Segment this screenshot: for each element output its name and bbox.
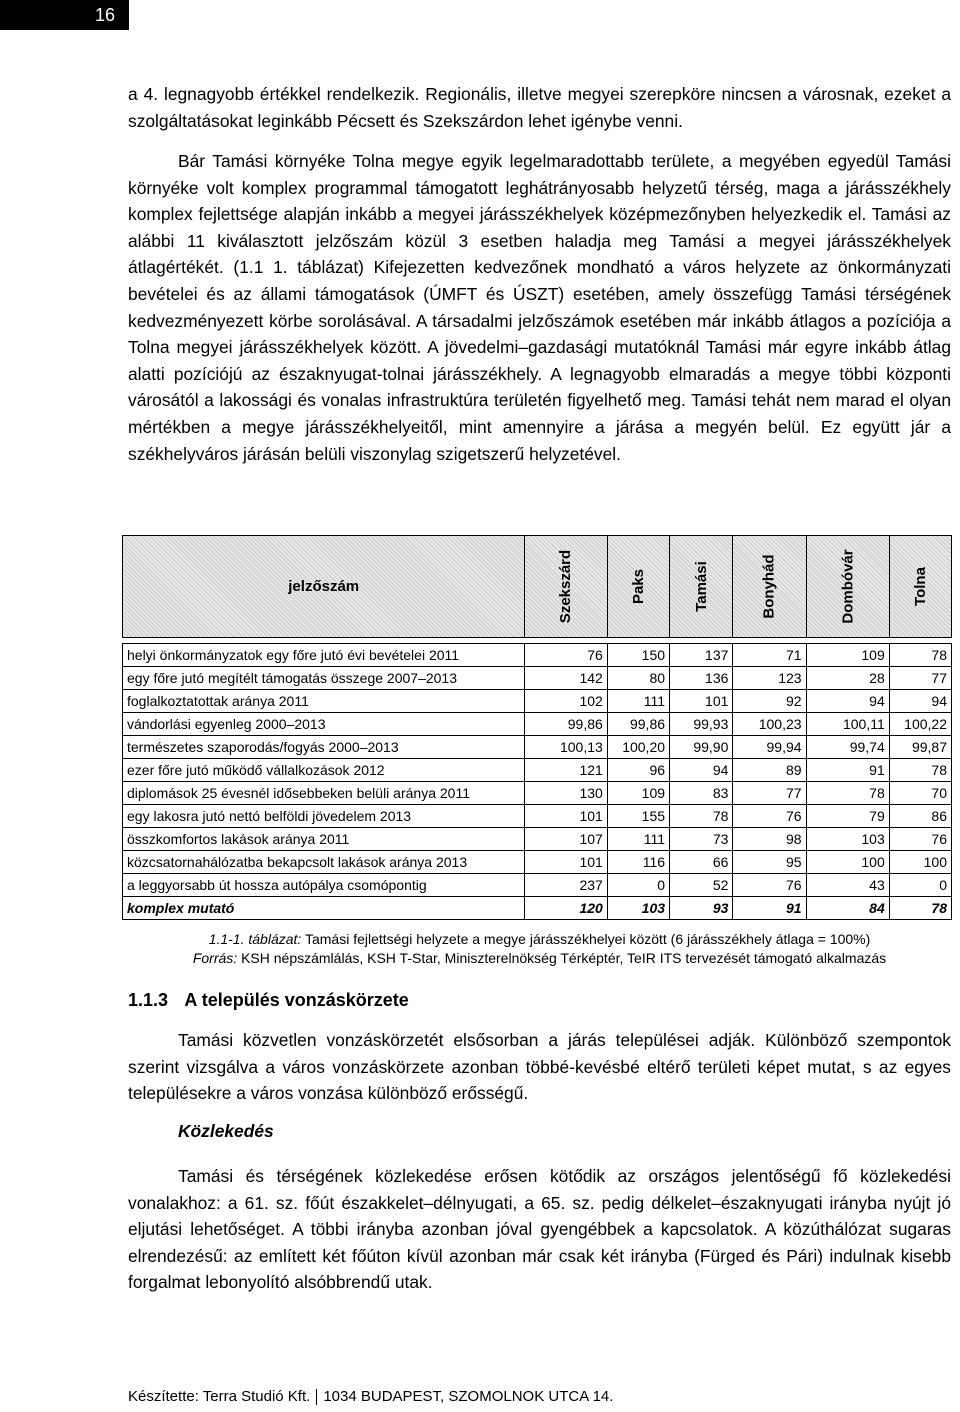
cell-value: 99,86 (607, 713, 669, 736)
table-header-indicator: jelzőszám (123, 536, 525, 638)
cell-value: 76 (733, 874, 806, 897)
row-label: egy főre jutó megítélt támogatás összege 2007–2013 (123, 667, 525, 690)
row-label: a leggyorsabb út hossza autópálya csomópontig (123, 874, 525, 897)
table-number: 1.1-1. táblázat: (208, 931, 302, 947)
cell-value: 78 (889, 897, 951, 920)
cell-value: 155 (607, 805, 669, 828)
column-label: Tolna (911, 567, 929, 606)
table-row (123, 667, 952, 690)
cell-value: 96 (607, 759, 669, 782)
column-label: Szekszárd (557, 549, 575, 624)
cell-value: 99,74 (806, 736, 889, 759)
cell-value: 78 (670, 805, 733, 828)
cell-value: 120 (525, 897, 607, 920)
cell-value: 99,86 (525, 713, 607, 736)
cell-value: 102 (525, 690, 607, 713)
table-header-paks (607, 536, 669, 638)
cell-value: 142 (525, 667, 607, 690)
cell-value: 28 (806, 667, 889, 690)
paragraph-text: Tamási és térségének közlekedése erősen kötődik az országos jelentőségű fő közlekedési vonalakhoz: a 61. sz. főút északkelet–délnyugati, a 65. sz. pedig délkelet–északnyugati irányba nyújt jó eljutási lehetőséget. A többi irányba azonban jóval gyengébbek a kapcsolatok. A közúthálózat sugaras elrendezésű: az említett két főúton kívül azonban már csak két irányba (Fürged és Pári) indulnak kisebb forgalmat lebonyolító alsóbbrendű utak. (128, 1166, 951, 1293)
cell-value: 100 (889, 851, 951, 874)
cell-value: 94 (670, 759, 733, 782)
cell-value: 116 (607, 851, 669, 874)
table-row (123, 782, 952, 805)
cell-value: 103 (607, 897, 669, 920)
table-row (123, 851, 952, 874)
cell-value: 123 (733, 667, 806, 690)
cell-value: 100,11 (806, 713, 889, 736)
cell-value: 130 (525, 782, 607, 805)
indicator-table (122, 535, 952, 920)
cell-value: 109 (607, 782, 669, 805)
cell-value: 0 (607, 874, 669, 897)
cell-value: 111 (607, 690, 669, 713)
cell-value: 237 (525, 874, 607, 897)
cell-value: 109 (806, 644, 889, 667)
paragraph-catchment (128, 1027, 951, 1107)
cell-value: 99,90 (670, 736, 733, 759)
table-row (123, 805, 952, 828)
cell-value: 76 (525, 644, 607, 667)
cell-value: 83 (670, 782, 733, 805)
page-number: 16 (0, 0, 129, 30)
cell-value: 71 (733, 644, 806, 667)
cell-value: 94 (889, 690, 951, 713)
cell-value: 91 (733, 897, 806, 920)
cell-value: 52 (670, 874, 733, 897)
section-heading (128, 990, 409, 1011)
table-row (123, 874, 952, 897)
row-label: ezer főre jutó működő vállalkozások 2012 (123, 759, 525, 782)
footer-address: 1034 BUDAPEST, SZOMOLNOK UTCA 14. (323, 1388, 614, 1405)
cell-value: 107 (525, 828, 607, 851)
cell-value: 95 (733, 851, 806, 874)
cell-value: 121 (525, 759, 607, 782)
cell-value: 73 (670, 828, 733, 851)
cell-value: 92 (733, 690, 806, 713)
cell-value: 99,93 (670, 713, 733, 736)
cell-value: 77 (733, 782, 806, 805)
paragraph-text: Tamási közvetlen vonzáskörzetét elsősorban a járás települései adják. Különböző szempontok szerint vizsgálva a város vonzáskörzete azonban többé-kevésbé eltérő területi képet mutat, s az egyes településekre a város vonzása különböző erősségű. (128, 1030, 951, 1104)
cell-value: 99,94 (733, 736, 806, 759)
cell-value: 100,23 (733, 713, 806, 736)
table-source (128, 950, 951, 966)
cell-value: 76 (889, 828, 951, 851)
table-header-row (123, 536, 952, 638)
cell-value: 101 (670, 690, 733, 713)
cell-value: 80 (607, 667, 669, 690)
cell-value: 77 (889, 667, 951, 690)
subheading-transport: Közlekedés (178, 1121, 274, 1141)
page-footer (128, 1388, 613, 1405)
source-label: Forrás: (192, 950, 238, 966)
cell-value: 103 (806, 828, 889, 851)
cell-value: 100,13 (525, 736, 607, 759)
footer-author: Készítette: Terra Studió Kft. (128, 1388, 311, 1405)
cell-value: 137 (670, 644, 733, 667)
table-row (123, 759, 952, 782)
paragraph-transport (128, 1163, 951, 1296)
table-row (123, 644, 952, 667)
cell-value: 111 (607, 828, 669, 851)
row-label: helyi önkormányzatok egy főre jutó évi bevételei 2011 (123, 644, 525, 667)
cell-value: 79 (806, 805, 889, 828)
table-row (123, 713, 952, 736)
cell-value: 99,87 (889, 736, 951, 759)
cell-value: 100,22 (889, 713, 951, 736)
cell-value: 0 (889, 874, 951, 897)
table-header-tolna (889, 536, 951, 638)
cell-value: 100 (806, 851, 889, 874)
row-label: foglalkoztatottak aránya 2011 (123, 690, 525, 713)
cell-value: 150 (607, 644, 669, 667)
table-row (123, 690, 952, 713)
paragraph-position (128, 148, 951, 467)
column-label: Dombóvár (839, 549, 857, 624)
column-label: Paks (629, 568, 647, 605)
row-label: komplex mutató (123, 897, 525, 920)
cell-value: 100,20 (607, 736, 669, 759)
cell-value: 86 (889, 805, 951, 828)
table-caption (128, 931, 951, 947)
row-label: vándorlási egyenleg 2000–2013 (123, 713, 525, 736)
table-header-dombovar (806, 536, 889, 638)
section-title: A település vonzáskörzete (184, 990, 409, 1010)
cell-value: 43 (806, 874, 889, 897)
row-label: egy lakosra jutó nettó belföldi jövedelem 2013 (123, 805, 525, 828)
cell-value: 78 (889, 759, 951, 782)
cell-value: 76 (733, 805, 806, 828)
table-header-szekszard (525, 536, 607, 638)
cell-value: 78 (889, 644, 951, 667)
row-label: összkomfortos lakások aránya 2011 (123, 828, 525, 851)
column-label: Tamási (692, 561, 710, 612)
table-total-row (123, 897, 952, 920)
cell-value: 136 (670, 667, 733, 690)
cell-value: 66 (670, 851, 733, 874)
table-caption-text: Tamási fejlettségi helyzete a megye járásszékhelyei között (6 járásszékhely átlaga = 100%) (304, 931, 871, 947)
table-row (123, 736, 952, 759)
cell-value: 98 (733, 828, 806, 851)
cell-value: 84 (806, 897, 889, 920)
table-header-bonyhad (733, 536, 806, 638)
cell-value: 101 (525, 805, 607, 828)
cell-value: 91 (806, 759, 889, 782)
cell-value: 89 (733, 759, 806, 782)
paragraph-intro (128, 81, 951, 134)
cell-value: 78 (806, 782, 889, 805)
paragraph-text: a 4. legnagyobb értékkel rendelkezik. Regionális, illetve megyei szerepköre nincsen a városnak, ezeket a szolgáltatásokat leginkább Pécsett és Szekszárdon lehet igénybe venni. (128, 84, 951, 131)
cell-value: 101 (525, 851, 607, 874)
cell-value: 93 (670, 897, 733, 920)
table-row (123, 828, 952, 851)
paragraph-text: Bár Tamási környéke Tolna megye egyik legelmaradottabb területe, a megyében egyedül Tamási környéke volt komplex programmal támogatott leghátrányosabb helyzetű térség, maga a járásszékhely komplex fejlettsége alapján inkább a megyei járásszékhelyek középmezőnyben helyezkedik el. Tamási az alábbi 11 kiválasztott jelzőszám közül 3 esetben haladja meg Tamási a megyei járásszékhelyek átlagértékét. (1.1 1. táblázat) Kifejezetten kedvezőnek mondható a város helyzete az önkormányzati bevételei és az állami támogatások (ÚMFT és ÚSZT) esetében, amely összefügg Tamási térségének kedvezményezett körbe sorolásával. A társadalmi jelzőszámok esetében már inkább átlagos a pozíciója a Tolna megyei járásszékhelyek között. A jövedelmi–gazdasági mutatóknál Tamási már egyre inkább átlag alatti pozíciójú az északnyugat-tolnai járásszékhely. A legnagyobb elmaradás a megye többi központi városától a lakossági és vonalas infrastruktúra területén figyelhető meg. Tamási tehát nem marad el olyan mértékben a megye járásszékhelyeitől, mint amennyire a járása a megyén belül. Ez együtt jár a székhelyváros járásán belüli viszonylag szigetszerű helyzetével. (128, 151, 951, 464)
cell-value: 94 (806, 690, 889, 713)
row-label: diplomások 25 évesnél idősebbeken belüli aránya 2011 (123, 782, 525, 805)
column-label: Bonyhád (760, 554, 778, 619)
cell-value: 70 (889, 782, 951, 805)
section-number: 1.1.3 (128, 990, 169, 1010)
footer-separator (316, 1389, 317, 1405)
row-label: természetes szaporodás/fogyás 2000–2013 (123, 736, 525, 759)
source-text: KSH népszámlálás, KSH T-Star, Miniszterelnökség Térképtér, TeIR ITS tervezését támogató alkalmazás (241, 950, 887, 966)
table-header-tamasi (670, 536, 733, 638)
row-label: közcsatornahálózatba bekapcsolt lakások aránya 2013 (123, 851, 525, 874)
